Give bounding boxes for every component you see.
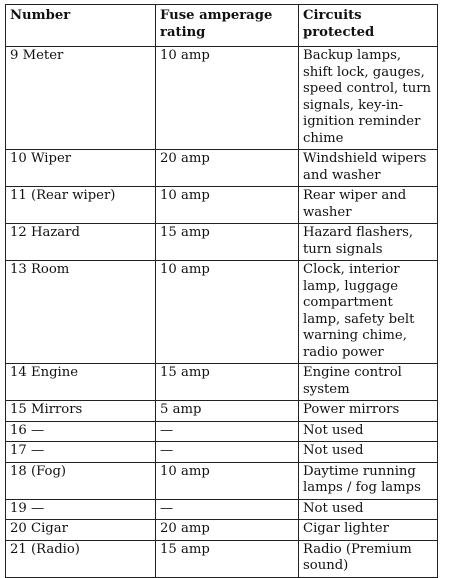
cell-fuse-rating: 20 amp: [156, 520, 299, 541]
cell-number: 12 Hazard: [6, 224, 156, 261]
cell-number: 19 —: [6, 499, 156, 520]
header-number: Number: [6, 5, 156, 47]
table-row: [6, 150, 438, 187]
table-row: [6, 462, 438, 499]
cell-circuits-protected: Windshield wipers and washer: [299, 150, 438, 187]
table-row: [6, 224, 438, 261]
cell-number: 11 (Rear wiper): [6, 187, 156, 224]
table-row: [6, 540, 438, 577]
cell-circuits-protected: Not used: [299, 499, 438, 520]
cell-fuse-rating: —: [156, 442, 299, 463]
cell-fuse-rating: —: [156, 499, 299, 520]
cell-fuse-rating: 15 amp: [156, 540, 299, 577]
cell-fuse-rating: 15 amp: [156, 364, 299, 401]
cell-circuits-protected: Engine control system: [299, 364, 438, 401]
table-row: [6, 499, 438, 520]
cell-number: 9 Meter: [6, 47, 156, 150]
header-circuits-protected: Circuits protected: [299, 5, 438, 47]
cell-number: 13 Room: [6, 261, 156, 364]
cell-fuse-rating: —: [156, 421, 299, 442]
cell-number: 21 (Radio): [6, 540, 156, 577]
cell-fuse-rating: 20 amp: [156, 150, 299, 187]
cell-circuits-protected: Radio (Premium sound): [299, 540, 438, 577]
cell-fuse-rating: 10 amp: [156, 47, 299, 150]
cell-circuits-protected: Clock, interior lamp, luggage compartment lamp, safety belt warning chime, radio power: [299, 261, 438, 364]
table-row: [6, 421, 438, 442]
table-row: [6, 364, 438, 401]
cell-circuits-protected: Cigar lighter: [299, 520, 438, 541]
cell-fuse-rating: 10 amp: [156, 261, 299, 364]
cell-number: 16 —: [6, 421, 156, 442]
cell-circuits-protected: Hazard flashers, turn signals: [299, 224, 438, 261]
table-header-row: [6, 5, 438, 47]
cell-fuse-rating: 10 amp: [156, 187, 299, 224]
cell-circuits-protected: Backup lamps, shift lock, gauges, speed control, turn signals, key-in-ignition reminder chime: [299, 47, 438, 150]
table-row: [6, 47, 438, 150]
cell-fuse-rating: 15 amp: [156, 224, 299, 261]
cell-circuits-protected: Daytime running lamps / fog lamps: [299, 462, 438, 499]
cell-number: 14 Engine: [6, 364, 156, 401]
cell-number: 18 (Fog): [6, 462, 156, 499]
table-row: [6, 401, 438, 422]
table-row: [6, 261, 438, 364]
cell-circuits-protected: Not used: [299, 442, 438, 463]
cell-number: 15 Mirrors: [6, 401, 156, 422]
cell-number: 17 —: [6, 442, 156, 463]
cell-fuse-rating: 5 amp: [156, 401, 299, 422]
fuse-table: [5, 4, 438, 578]
cell-circuits-protected: Rear wiper and washer: [299, 187, 438, 224]
header-fuse-amperage-rating: Fuse amperage rating: [156, 5, 299, 47]
fuse-table-body: [6, 47, 438, 578]
table-row: [6, 442, 438, 463]
cell-number: 10 Wiper: [6, 150, 156, 187]
cell-circuits-protected: Power mirrors: [299, 401, 438, 422]
cell-number: 20 Cigar: [6, 520, 156, 541]
table-row: [6, 520, 438, 541]
table-row: [6, 187, 438, 224]
cell-fuse-rating: 10 amp: [156, 462, 299, 499]
cell-circuits-protected: Not used: [299, 421, 438, 442]
